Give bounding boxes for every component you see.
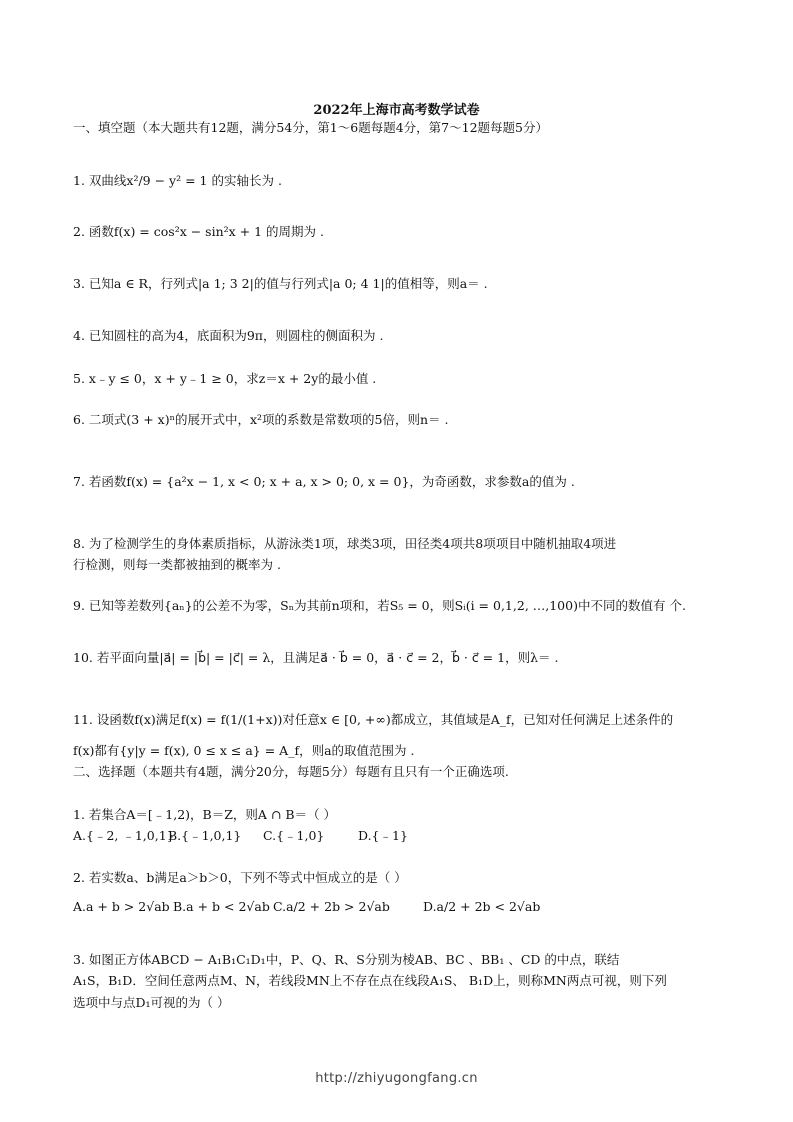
fill-question-4: 4. 已知圆柱的高为4，底面积为9π，则圆柱的侧面积为 .	[73, 328, 384, 343]
choice-question-2: 2. 若实数a、b满足a＞b＞0，下列不等式中恒成立的是（ ）	[73, 870, 407, 885]
fill-question-11-line-2: f(x)都有{y|y = f(x), 0 ≤ x ≤ a} = A_f，则a的取值范围为 .	[73, 743, 415, 758]
option-a: A.{﹣2, ﹣1,0,1}	[73, 828, 175, 843]
option-c: C.a/2 + 2b > 2√ab	[273, 899, 390, 914]
choice-question-3-line-1: 3. 如图正方体ABCD − A₁B₁C₁D₁中，P、Q、R、S分别为棱AB、BC 、BB₁ 、CD 的中点，联结	[73, 952, 620, 967]
fill-question-9: 9. 已知等差数列{aₙ}的公差不为零，Sₙ为其前n项和，若S₅ = 0，则Sᵢ(i = 0,1,2, …,100)中不同的数值有 个.	[73, 598, 686, 613]
fill-question-8-line-2: 行检测，则每一类都被抽到的概率为 .	[73, 557, 281, 572]
footer-url: http://zhiyugongfang.cn	[315, 1071, 478, 1086]
option-c: C.{﹣1,0}	[263, 828, 325, 843]
exam-title: 2022年上海市高考数学试卷	[313, 103, 480, 118]
fill-question-2: 2. 函数f(x) = cos²x − sin²x + 1 的周期为 .	[73, 224, 324, 239]
option-a: A.a + b > 2√ab	[73, 899, 170, 914]
fill-question-6: 6. 二项式(3 + x)ⁿ的展开式中，x²项的系数是常数项的5倍，则n＝ .	[73, 412, 449, 427]
option-d: D.{﹣1}	[358, 828, 408, 843]
fill-question-10: 10. 若平面向量|a⃗| = |b⃗| = |c⃗| = λ，且满足a⃗ · b⃗ = 0，a⃗ · c⃗ = 2，b⃗ · c⃗ = 1，则λ＝ .	[73, 650, 559, 665]
choice-question-1: 1. 若集合A＝[﹣1,2)，B＝Z，则A ∩ B＝（ ）	[73, 807, 337, 822]
option-d: D.a/2 + 2b < 2√ab	[423, 899, 541, 914]
fill-question-11-line-1: 11. 设函数f(x)满足f(x) = f(1/(1+x))对任意x ∈ [0, +∞)都成立，其值域是A_f，已知对任何满足上述条件的	[73, 712, 674, 727]
fill-question-1: 1. 双曲线x²/9 − y² = 1 的实轴长为 .	[73, 173, 282, 188]
choice-question-3-line-3: 选项中与点D₁可视的为（ ）	[73, 995, 230, 1010]
section2-header: 二、选择题（本题共有4题，满分20分，每题5分）每题有且只有一个正确选项.	[73, 764, 509, 779]
fill-question-3: 3. 已知a ∈ R，行列式|a 1; 3 2|的值与行列式|a 0; 4 1|的值相等，则a＝ .	[73, 276, 488, 291]
option-b: B.a + b < 2√ab	[173, 899, 270, 914]
section1-header: 一、填空题（本大题共有12题，满分54分，第1～6题每题4分，第7～12题每题5分）	[73, 120, 548, 135]
choice-question-1-options	[73, 828, 408, 844]
option-b: B.{﹣1,0,1}	[168, 828, 242, 843]
choice-question-2-options	[73, 899, 540, 915]
fill-question-8-line-1: 8. 为了检测学生的身体素质指标，从游泳类1项，球类3项，田径类4项共8项项目中随机抽取4项进	[73, 536, 617, 551]
fill-question-5: 5. x﹣y ≤ 0，x + y﹣1 ≥ 0，求z＝x + 2y的最小值 .	[73, 371, 377, 386]
fill-question-7: 7. 若函数f(x) = {a²x − 1, x < 0; x + a, x > 0; 0, x = 0}，为奇函数，求参数a的值为 .	[73, 474, 575, 489]
choice-question-3-line-2: A₁S，B₁D．空间任意两点M、N，若线段MN上不存在点在线段A₁S、 B₁D上，则称MN两点可视，则下列	[73, 973, 667, 988]
